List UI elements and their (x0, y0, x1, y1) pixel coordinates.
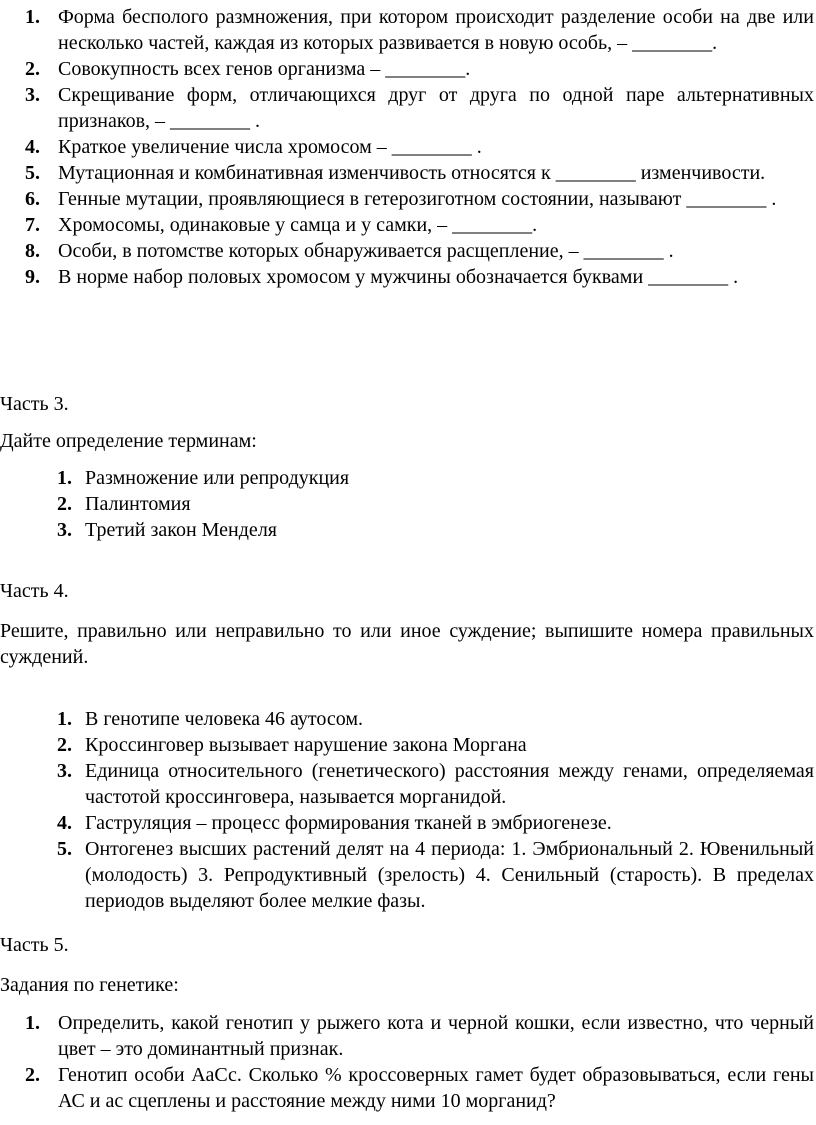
item-text: Краткое увеличение числа хромосом – ________ . (58, 136, 482, 158)
part5-heading: Часть 5. (0, 934, 69, 956)
terms-list (0, 465, 814, 543)
list-item (0, 465, 814, 491)
item-text: Кроссинговер вызывает нарушение закона Моргана (85, 734, 527, 756)
item-text: Форма бесполого размножения, при котором происходит разделение особи на две или несколько частей, каждая из которых развивается в новую особь, – ________. (58, 6, 814, 54)
list-item (0, 491, 814, 517)
item-number: 1. (57, 467, 72, 489)
item-text: Генные мутации, проявляющиеся в гетерозиготном состоянии, называют ________ . (58, 188, 777, 210)
part3-heading: Часть 3. (0, 393, 69, 415)
item-number: 1. (57, 708, 72, 730)
item-number: 2. (25, 58, 40, 80)
list-item (0, 82, 814, 134)
genetics-tasks-list (0, 1010, 814, 1114)
part5-instruction: Задания по генетике: (0, 974, 179, 996)
list-item (0, 134, 814, 160)
item-text: Гаструляция – процесс формирования тканей в эмбриогенезе. (85, 812, 612, 834)
item-number: 1. (25, 1012, 40, 1034)
item-text: Скрещивание форм, отличающихся друг от друга по одной паре альтернативных признаков, – ________ . (58, 84, 814, 132)
fill-in-list (0, 4, 814, 290)
list-item (0, 1010, 814, 1062)
item-number: 4. (57, 812, 72, 834)
part3-instruction: Дайте определение терминам: (0, 430, 257, 452)
list-item (0, 732, 814, 758)
part4-instruction: Решите, правильно или неправильно то или иное суждение; выпишите номера правильных суждений. (0, 620, 814, 668)
item-number: 2. (57, 734, 72, 756)
item-number: 1. (25, 6, 40, 28)
list-item (0, 810, 814, 836)
list-item (0, 706, 814, 732)
part4-heading: Часть 4. (0, 580, 69, 602)
item-text: Особи, в потомстве которых обнаруживается расщепление, – ________ . (58, 240, 674, 262)
item-number: 3. (57, 760, 72, 782)
list-item (0, 160, 814, 186)
item-number: 2. (57, 493, 72, 515)
item-number: 5. (25, 162, 40, 184)
item-text: Палинтомия (85, 493, 191, 515)
item-text: Размножение или репродукция (85, 467, 350, 489)
statements-list (0, 706, 814, 914)
list-item (0, 1062, 814, 1114)
list-item (0, 56, 814, 82)
list-item (0, 212, 814, 238)
item-text: В генотипе человека 46 аутосом. (85, 708, 364, 730)
item-number: 6. (25, 188, 40, 210)
list-item (0, 836, 814, 914)
item-text: Совокупность всех генов организма – ________. (58, 58, 471, 80)
item-number: 2. (25, 1064, 40, 1086)
item-number: 3. (57, 519, 72, 541)
item-text: Генотип особи АаСс. Сколько % кроссоверных гамет будет образовываться, если гены АС и ас сцеплены и расстояние между ними 10 морганид? (58, 1064, 814, 1112)
list-item (0, 238, 814, 264)
item-number: 3. (25, 84, 40, 106)
item-text: Онтогенез высших растений делят на 4 периода: 1. Эмбриональный 2. Ювенильный (молодость) 3. Репродуктивный (зрелость) 4. Сенильный (старость). В пределах периодов выделяют более мелкие фазы. (85, 838, 814, 912)
item-text: Определить, какой генотип у рыжего кота и черной кошки, если известно, что черный цвет – это доминантный признак. (58, 1012, 814, 1060)
list-item (0, 758, 814, 810)
list-item (0, 264, 814, 290)
item-number: 9. (25, 266, 40, 288)
item-text: Мутационная и комбинативная изменчивость относятся к ________ изменчивости. (58, 162, 766, 184)
list-item (0, 4, 814, 56)
list-item (0, 186, 814, 212)
list-item (0, 517, 814, 543)
item-text: Третий закон Менделя (85, 519, 277, 541)
item-number: 4. (25, 136, 40, 158)
item-text: Хромосомы, одинаковые у самца и у самки, – ________. (58, 214, 538, 236)
item-number: 5. (57, 838, 72, 860)
item-text: Единица относительного (генетического) расстояния между генами, определяемая частотой кроссинговера, называется морганидой. (85, 760, 814, 808)
item-number: 8. (25, 240, 40, 262)
item-number: 7. (25, 214, 40, 236)
item-text: В норме набор половых хромосом у мужчины обозначается буквами ________ . (58, 266, 739, 288)
